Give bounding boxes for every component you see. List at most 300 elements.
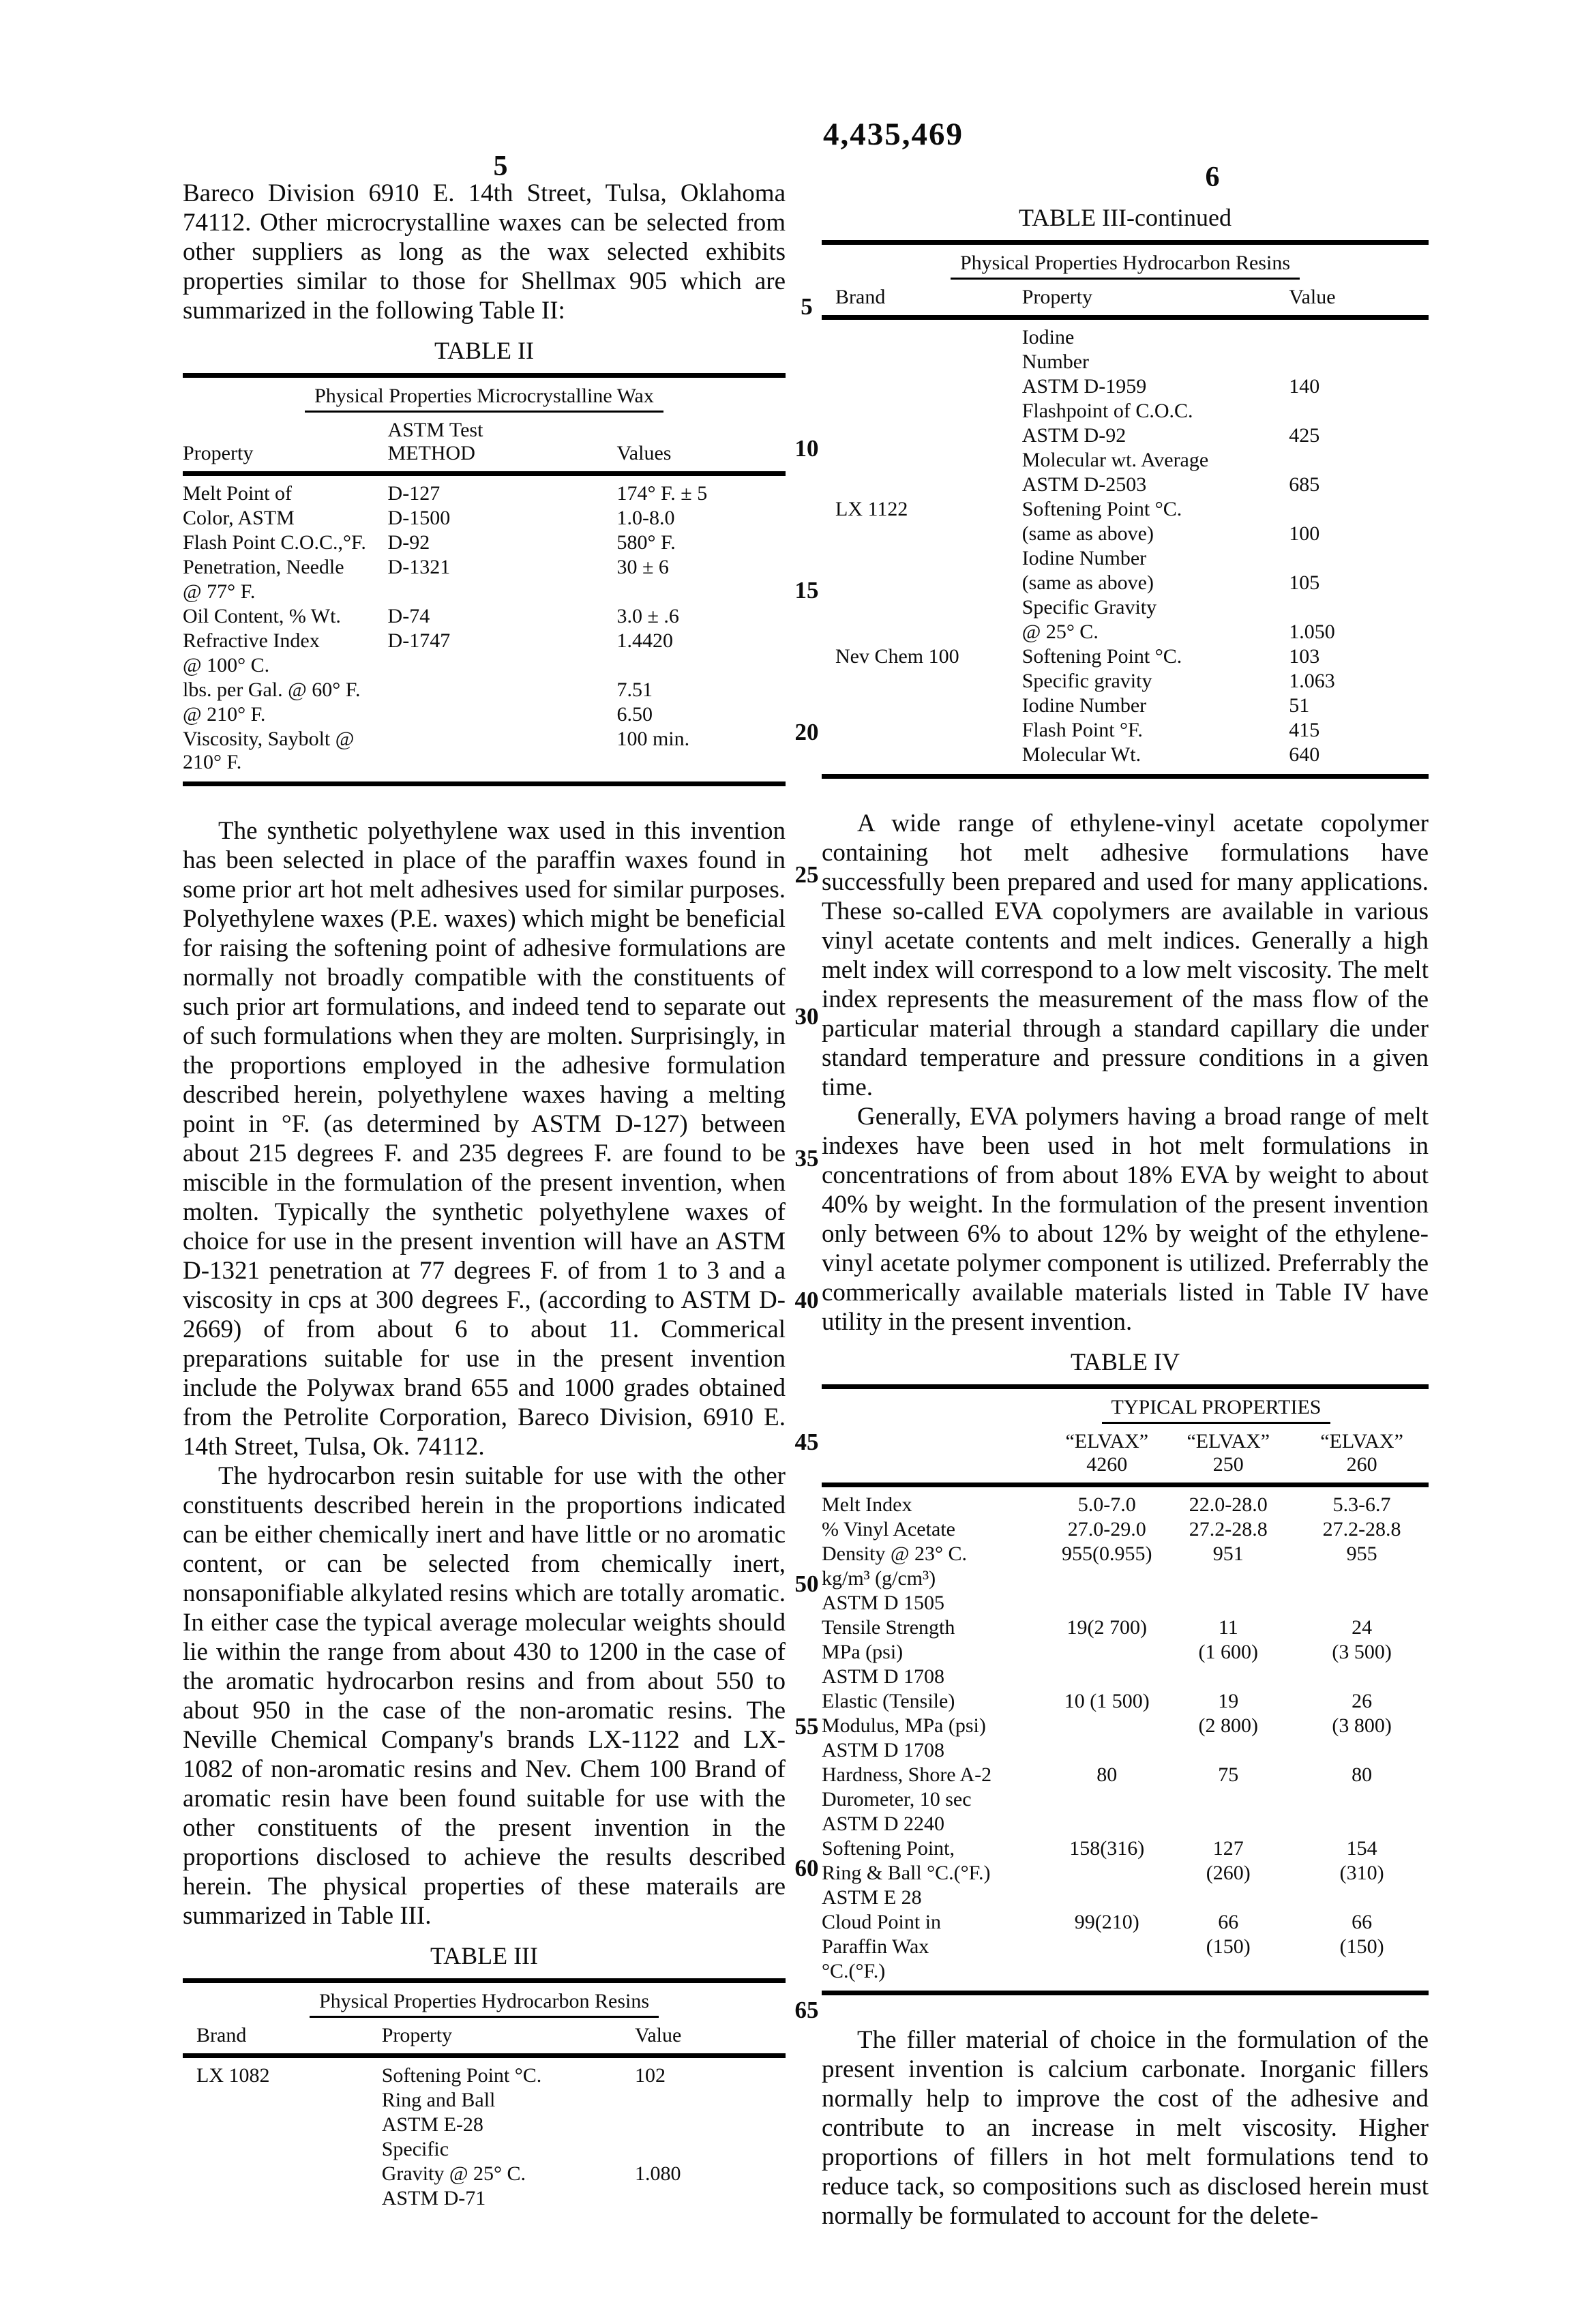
table-row [822, 1959, 1429, 1984]
paragraph-eva-2: Generally, EVA polymers having a broad range of melt indexes have been used in hot melt formulations in concentrations of from about 18% EVA by weight to about 40% by weight. In the formulation of the present invention only between 6% to about 12% by weight of the ethylene-vinyl acetate polymer component is utilized. Preferrably the commerically available materials listed in Table IV have utility in the present invention. [822, 1103, 1429, 1336]
cell-value: 174° F. ± 5 [616, 482, 708, 505]
col-header-brand: Brand [835, 286, 886, 308]
table-iii-caption: TABLE III [430, 1942, 539, 1969]
cell-property: Ring & Ball °C.(°F.) [822, 1862, 991, 1884]
table-row [822, 1738, 1429, 1763]
cell-brand [822, 423, 1022, 448]
col-header-elvax-250: “ELVAX” 250 [1186, 1430, 1270, 1476]
patent-number: 4,435,469 [823, 117, 964, 152]
cell-property: Softening Point °C. [381, 2064, 542, 2087]
cell-brand [822, 743, 1022, 767]
table-row [822, 1566, 1429, 1591]
cell-elvax-250: (2 800) [1198, 1714, 1259, 1737]
table-row [183, 481, 786, 506]
col-header-value: Value [1289, 286, 1336, 308]
divider [822, 774, 1429, 779]
table-row [822, 522, 1429, 546]
table-row [183, 2088, 786, 2113]
cell-method: D-1747 [387, 629, 451, 652]
table-row [822, 1665, 1429, 1689]
cell-elvax-250: 19 [1218, 1690, 1239, 1712]
line-number: 20 [794, 719, 819, 746]
paragraph-filler: The filler material of choice in the formulation of the present invention is calcium carbonate. Inorganic fillers normally help to improve the cost of the adhesive and contribute to an increase in melt viscosity. Higher proportions of fillers in hot melt formulations tend to reduce tack, so compositions such as disclosed herein must normally be formulated to account for the delete- [822, 2026, 1429, 2230]
cell-brand: Nev Chem 100 [835, 645, 959, 668]
cell-elvax-260: 27.2-28.8 [1322, 1518, 1401, 1540]
cell-elvax-260 [1295, 1591, 1429, 1615]
cell-property: @ 100° C. [183, 654, 270, 676]
table-row [183, 2137, 786, 2162]
cell-property: Iodine Number [1021, 547, 1147, 569]
cell-elvax-4260 [1052, 1787, 1161, 1812]
divider [822, 1991, 1429, 1995]
cell-property: ASTM D-1959 [1021, 375, 1147, 398]
table-iii-continued-body [822, 320, 1429, 774]
table-row [822, 1935, 1429, 1959]
cell-property: Specific Gravity [1021, 596, 1157, 619]
table-row [183, 580, 786, 604]
cell-brand [822, 399, 1022, 423]
cell-elvax-4260 [1052, 1640, 1161, 1665]
table-row [822, 1591, 1429, 1615]
table-row [822, 1787, 1429, 1812]
table-row [822, 620, 1429, 644]
cell-method: D-127 [387, 482, 441, 505]
cell-property: Color, ASTM [183, 507, 295, 529]
cell-brand [822, 473, 1022, 497]
line-number: 10 [794, 435, 819, 462]
cell-elvax-250: 22.0-28.0 [1189, 1493, 1268, 1516]
table-row [822, 546, 1429, 571]
cell-elvax-4260 [1052, 1738, 1161, 1763]
cell-method [388, 702, 617, 727]
table-ii-subtitle: Physical Properties Microcrystalline Wax [305, 385, 663, 413]
table-row [183, 604, 786, 629]
cell-method [388, 727, 617, 775]
cell-value [1289, 399, 1429, 423]
table-iii-continued-subtitle: Physical Properties Hydrocarbon Resins [951, 252, 1300, 280]
cell-brand [822, 694, 1022, 718]
cell-property: Elastic (Tensile) [822, 1690, 955, 1712]
line-number: 60 [794, 1854, 819, 1881]
cell-value: 103 [1289, 645, 1320, 668]
col-header-elvax-260: “ELVAX” 260 [1320, 1430, 1403, 1476]
line-number: 55 [794, 1712, 819, 1740]
cell-property: @ 25° C. [1021, 621, 1099, 643]
divider [183, 471, 786, 476]
paragraph-pe-wax: The synthetic polyethylene wax used in this invention has been selected in place of the paraffin waxes found in some prior art hot melt adhesives used for similar purposes. Polyethylene waxes (P.E. waxes) which might be beneficial for raising the softening point of adhesive formulations are normally not broadly compatible with the constituents of such prior art formulations, and indeed tend to separate out of such formulations when they are molten. Surprisingly, in the proportions employed in the adhesive formulation described herein, polyethylene waxes having a melting point in °F. (as determined by ASTM D-127) between about 215 degrees F. and 235 degrees F. are found to be miscible in the formulation of the present invention, when molten. Typically the synthetic polyethylene waxes of choice for use in the present invention will have an ASTM D-1321 penetration at 77 degrees F. of from 1 to 3 and a viscosity in cps at 300 degrees F., (according to ASTM D-2669) of from about 6 to about 11. Commerical preparations suitable for use in the present invention include the Polywax brand 655 and 1000 grades obtained from the Petrolite Corporation, Bareco Division, 6910 E. 14th Street, Tulsa, Ok. 74112. [183, 817, 786, 1461]
table-row [822, 1615, 1429, 1640]
cell-elvax-260 [1295, 1787, 1429, 1812]
cell-property: ASTM D-71 [381, 2187, 486, 2209]
cell-elvax-250: 11 [1218, 1616, 1238, 1639]
cell-property: (same as above) [1021, 522, 1154, 545]
cell-elvax-4260: 158(316) [1069, 1837, 1145, 1860]
cell-elvax-260: 154 [1346, 1837, 1377, 1860]
cell-method [388, 678, 617, 702]
line-number: 40 [794, 1287, 819, 1314]
divider [822, 315, 1429, 320]
cell-method: D-1500 [387, 507, 451, 529]
cell-property: Paraffin Wax [822, 1935, 929, 1958]
cell-value [635, 2186, 786, 2211]
cell-brand [822, 620, 1022, 644]
cell-property: ASTM D-2503 [1021, 473, 1147, 496]
cell-elvax-250: 27.2-28.8 [1189, 1518, 1268, 1540]
cell-elvax-260: 66 [1352, 1911, 1373, 1933]
cell-value: 105 [1289, 571, 1320, 594]
cell-method: D-74 [387, 605, 430, 627]
cell-elvax-260: (150) [1339, 1935, 1384, 1958]
column-number-right: 6 [1205, 162, 1220, 193]
cell-elvax-4260 [1052, 1812, 1161, 1836]
cell-elvax-260 [1295, 1738, 1429, 1763]
cell-elvax-250 [1161, 1738, 1295, 1763]
cell-brand [183, 2186, 382, 2211]
cell-property: Hardness, Shore A-2 [822, 1763, 992, 1786]
cell-method: D-92 [387, 531, 430, 554]
cell-property: Modulus, MPa (psi) [822, 1714, 986, 1737]
line-number: 50 [794, 1570, 819, 1598]
table-ii-body [183, 476, 786, 781]
table-iii-header-row [183, 2019, 786, 2053]
cell-value [635, 2088, 786, 2113]
divider [822, 1384, 1429, 1389]
cell-value: 6.50 [616, 703, 653, 726]
cell-elvax-4260: 99(210) [1074, 1911, 1139, 1933]
cell-property: kg/m³ (g/cm³) [822, 1567, 936, 1590]
cell-elvax-4260 [1052, 1665, 1161, 1689]
cell-elvax-260 [1295, 1812, 1429, 1836]
table-row [822, 1886, 1429, 1910]
left-column [183, 179, 786, 2248]
table-iii-continued-subtitle-row [822, 245, 1429, 281]
cell-elvax-260 [1295, 1959, 1429, 1984]
cell-property: Iodine [1021, 326, 1075, 348]
table-row [822, 1861, 1429, 1886]
cell-elvax-250 [1161, 1591, 1295, 1615]
cell-property: Molecular wt. Average [1021, 449, 1209, 471]
cell-brand [183, 2113, 382, 2137]
cell-elvax-4260 [1052, 1861, 1161, 1886]
cell-elvax-250: (150) [1206, 1935, 1251, 1958]
cell-property: Specific [381, 2138, 449, 2160]
cell-property: Density @ 23° C. [822, 1543, 967, 1565]
table-row [183, 678, 786, 702]
cell-brand [822, 522, 1022, 546]
cell-value: 3.0 ± .6 [616, 605, 679, 627]
cell-elvax-4260: 27.0-29.0 [1067, 1518, 1146, 1540]
cell-property: Softening Point, [822, 1837, 955, 1860]
table-row [183, 2064, 786, 2088]
cell-method [388, 653, 617, 678]
cell-elvax-250: (1 600) [1198, 1641, 1259, 1663]
cell-property: Oil Content, % Wt. [183, 605, 341, 627]
table-row [183, 2113, 786, 2137]
table-row [822, 669, 1429, 694]
cell-property: @ 77° F. [183, 580, 256, 603]
cell-value: 140 [1289, 375, 1320, 398]
cell-property: Flashpoint of C.O.C. [1021, 400, 1193, 422]
table-row [822, 1542, 1429, 1566]
cell-value: 30 ± 6 [616, 556, 669, 578]
cell-value: 7.51 [616, 679, 653, 701]
cell-method [388, 580, 617, 604]
cell-brand: LX 1122 [835, 498, 908, 520]
col-header-method: ASTM Test METHOD [387, 419, 483, 464]
cell-property: Refractive Index [183, 629, 320, 652]
cell-brand [822, 374, 1022, 399]
table-row [822, 1714, 1429, 1738]
cell-property: (same as above) [1021, 571, 1154, 594]
table-iv-caption: TABLE IV [1070, 1348, 1180, 1375]
cell-elvax-250 [1161, 1886, 1295, 1910]
cell-elvax-4260: 5.0-7.0 [1077, 1493, 1136, 1516]
cell-property: Melt Point of [183, 482, 293, 505]
cell-property: Gravity @ 25° C. [381, 2162, 526, 2185]
line-number: 45 [794, 1429, 819, 1456]
table-row [822, 595, 1429, 620]
cell-property: ASTM D 1708 [822, 1665, 945, 1688]
table-iii-body [183, 2058, 786, 2218]
cell-elvax-250: 75 [1218, 1763, 1239, 1786]
cell-property: ASTM E 28 [822, 1886, 922, 1909]
col-header-property: Property [1021, 286, 1093, 308]
cell-elvax-260: (3 500) [1332, 1641, 1392, 1663]
table-iii-continued-caption: TABLE III-continued [1018, 204, 1232, 231]
cell-property: Flash Point C.O.C.,°F. [183, 531, 366, 554]
cell-value [1289, 595, 1429, 620]
table-iv-subtitle-row [1004, 1389, 1429, 1425]
table-row [822, 399, 1429, 423]
cell-value: 415 [1289, 719, 1320, 741]
table-row [822, 1640, 1429, 1665]
divider [822, 240, 1429, 245]
cell-elvax-4260: 10 (1 500) [1064, 1690, 1150, 1712]
table-row [822, 473, 1429, 497]
table-row [822, 1493, 1429, 1517]
table-row [822, 718, 1429, 743]
cell-elvax-250: 127 [1212, 1837, 1244, 1860]
table-iv-subtitle: TYPICAL PROPERTIES [1102, 1396, 1331, 1424]
table-row [822, 1812, 1429, 1836]
table-row [822, 1836, 1429, 1861]
divider [183, 2053, 786, 2058]
cell-property: Flash Point °F. [1021, 719, 1143, 741]
divider [822, 1483, 1429, 1487]
cell-elvax-250 [1161, 1787, 1295, 1812]
cell-elvax-4260 [1052, 1566, 1161, 1591]
col-header-elvax-4260: “ELVAX” 4260 [1065, 1430, 1149, 1476]
line-number: 35 [794, 1144, 819, 1172]
cell-property: ASTM D 1708 [822, 1739, 945, 1761]
cell-elvax-250: (260) [1206, 1862, 1251, 1884]
cell-elvax-250 [1161, 1566, 1295, 1591]
cell-brand: LX 1082 [196, 2064, 270, 2087]
cell-elvax-4260 [1052, 1591, 1161, 1615]
divider [183, 781, 786, 786]
cell-value: 1.0-8.0 [616, 507, 675, 529]
cell-value: 640 [1289, 743, 1320, 766]
line-number: 25 [794, 861, 819, 888]
col-header-property: Property [381, 2024, 453, 2046]
cell-elvax-260: (3 800) [1332, 1714, 1392, 1737]
table-row [183, 629, 786, 653]
table-row [822, 350, 1429, 374]
table-iii-continued [822, 203, 1429, 779]
cell-value: 425 [1289, 424, 1320, 447]
line-number: 65 [794, 1996, 819, 2023]
cell-value: 102 [634, 2064, 666, 2087]
table-row [822, 743, 1429, 767]
cell-property: Tensile Strength [822, 1616, 955, 1639]
line-number: 15 [794, 577, 819, 604]
cell-property: Cloud Point in [822, 1911, 942, 1933]
table-row [822, 325, 1429, 350]
table-row [822, 497, 1429, 522]
table-row [183, 506, 786, 531]
cell-property: Viscosity, Saybolt @ 210° F. [183, 728, 355, 773]
cell-property: ASTM E-28 [381, 2113, 483, 2136]
table-row [822, 448, 1429, 473]
cell-property: Penetration, Needle [183, 556, 344, 578]
cell-property: ASTM D 1505 [822, 1592, 945, 1614]
cell-brand [822, 546, 1022, 571]
cell-elvax-250 [1161, 1665, 1295, 1689]
cell-elvax-250 [1161, 1959, 1295, 1984]
cell-elvax-260 [1295, 1665, 1429, 1689]
cell-elvax-260 [1295, 1886, 1429, 1910]
cell-value [1289, 497, 1429, 522]
cell-value: 580° F. [616, 531, 676, 554]
cell-value [635, 2113, 786, 2137]
cell-elvax-4260 [1052, 1935, 1161, 1959]
cell-property: MPa (psi) [822, 1641, 904, 1663]
cell-brand [822, 595, 1022, 620]
cell-elvax-4260 [1052, 1886, 1161, 1910]
table-row [822, 1689, 1429, 1714]
table-iv [822, 1347, 1429, 1995]
cell-elvax-250: 951 [1212, 1543, 1244, 1565]
cell-value: 685 [1289, 473, 1320, 496]
col-header-property: Property [183, 442, 254, 464]
cell-brand [183, 2162, 382, 2186]
cell-property: lbs. per Gal. @ 60° F. [183, 679, 361, 701]
divider [183, 373, 786, 378]
cell-elvax-250: 66 [1218, 1911, 1239, 1933]
table-iv-header-row [822, 1425, 1429, 1483]
table-iii-continued-header-row [822, 281, 1429, 315]
cell-value [616, 580, 786, 604]
column-number-left: 5 [493, 151, 508, 182]
table-iii-subtitle: Physical Properties Hydrocarbon Resins [310, 1990, 659, 2018]
cell-elvax-4260 [1052, 1714, 1161, 1738]
cell-property: Durometer, 10 sec [822, 1788, 972, 1811]
table-iii [183, 1941, 786, 2218]
cell-property: Number [1021, 351, 1089, 373]
cell-elvax-260: (310) [1339, 1862, 1384, 1884]
table-row [183, 2186, 786, 2211]
table-row [822, 571, 1429, 595]
cell-value [1289, 325, 1429, 350]
table-ii-subtitle-row [183, 378, 786, 414]
cell-method: D-1321 [387, 556, 451, 578]
cell-brand [183, 2088, 382, 2113]
table-iv-body [822, 1487, 1429, 1991]
table-row [183, 2162, 786, 2186]
table-row [183, 727, 786, 775]
table-ii-header-row [183, 414, 786, 471]
cell-elvax-4260: 955(0.955) [1062, 1543, 1152, 1565]
cell-brand [822, 350, 1022, 374]
cell-elvax-260: 5.3-6.7 [1332, 1493, 1391, 1516]
paragraph-resin: The hydrocarbon resin suitable for use with the other constituents described herein in the proportions indicated can be either chemically inert and have little or no aromatic content, or can be selected from chemically inert, nonsaponifiable alkylated resins which are totally aromatic. In either case the typical average molecular weights should lie within the range from about 430 to 1200 in the case of the aromatic hydrocarbon resins and from about 550 to about 950 in the case of the non-aromatic resins. The Neville Chemical Company's brands LX-1122 and LX-1082 of non-aromatic resins and Nev. Chem 100 Brand of aromatic resin have been found suitable for use with the other constituents of the present invention in the proportions disclosed to achieve the results described herein. The physical properties of these materails are summarized in Table III. [183, 1462, 786, 1930]
table-row [822, 1763, 1429, 1787]
cell-value [616, 653, 786, 678]
cell-property: Softening Point °C. [1021, 645, 1182, 668]
cell-value: 1.4420 [616, 629, 673, 652]
cell-value [1289, 350, 1429, 374]
cell-property: °C.(°F.) [822, 1960, 886, 1982]
cell-elvax-260 [1295, 1566, 1429, 1591]
table-row [183, 531, 786, 555]
cell-property: % Vinyl Acetate [822, 1518, 955, 1540]
col-header-brand: Brand [196, 2024, 247, 2046]
paragraph-intro: Bareco Division 6910 E. 14th Street, Tulsa, Oklahoma 74112. Other microcrystalline waxes can be selected from other suppliers as long as the wax selected exhibits properties similar to those for Shellmax 905 which are summarized in the following Table II: [183, 179, 786, 325]
col-header-values: Values [616, 442, 672, 464]
cell-value: 1.050 [1289, 621, 1335, 643]
paragraph-eva-1: A wide range of ethylene-vinyl acetate copolymer containing hot melt adhesive formulations have successfully been prepared and used for many applications. These so-called EVA copolymers are available in various vinyl acetate contents and melt indices. Generally a high melt index will correspond to a low melt viscosity. The melt index represents the measurement of the mass flow of the particular material through a standard capillary die under standard temperature and pressure conditions in a given time. [822, 809, 1429, 1101]
cell-brand [822, 448, 1022, 473]
cell-brand [822, 669, 1022, 694]
cell-brand [822, 718, 1022, 743]
cell-value: 1.063 [1289, 670, 1335, 692]
line-number: 5 [801, 293, 813, 320]
table-ii-caption: TABLE II [434, 337, 535, 364]
table-row [822, 1910, 1429, 1935]
cell-elvax-250 [1161, 1812, 1295, 1836]
divider [183, 1978, 786, 1983]
cell-property: ASTM D 2240 [822, 1813, 945, 1835]
table-iii-subtitle-row [183, 1983, 786, 2019]
cell-value: 100 [1289, 522, 1320, 545]
cell-elvax-4260 [1052, 1959, 1161, 1984]
table-row [822, 1517, 1429, 1542]
cell-brand [822, 325, 1022, 350]
line-number: 30 [794, 1002, 819, 1030]
cell-value: 51 [1289, 694, 1310, 717]
table-row [183, 555, 786, 580]
col-header-blank [822, 1476, 1052, 1477]
cell-brand [183, 2137, 382, 2162]
cell-value [1289, 546, 1429, 571]
table-row [822, 423, 1429, 448]
cell-brand [822, 571, 1022, 595]
cell-elvax-260: 955 [1346, 1543, 1377, 1565]
cell-property: Ring and Ball [381, 2089, 496, 2111]
cell-value: 100 min. [616, 728, 690, 750]
cell-property: @ 210° F. [183, 703, 266, 726]
cell-elvax-260: 24 [1352, 1616, 1373, 1639]
cell-elvax-4260: 19(2 700) [1066, 1616, 1148, 1639]
right-column [822, 203, 1429, 2231]
cell-property: ASTM D-92 [1021, 424, 1126, 447]
table-row [822, 694, 1429, 718]
cell-value [1289, 448, 1429, 473]
table-row [822, 644, 1429, 669]
cell-elvax-4260: 80 [1096, 1763, 1118, 1786]
cell-value [635, 2137, 786, 2162]
cell-value: 1.080 [634, 2162, 681, 2185]
